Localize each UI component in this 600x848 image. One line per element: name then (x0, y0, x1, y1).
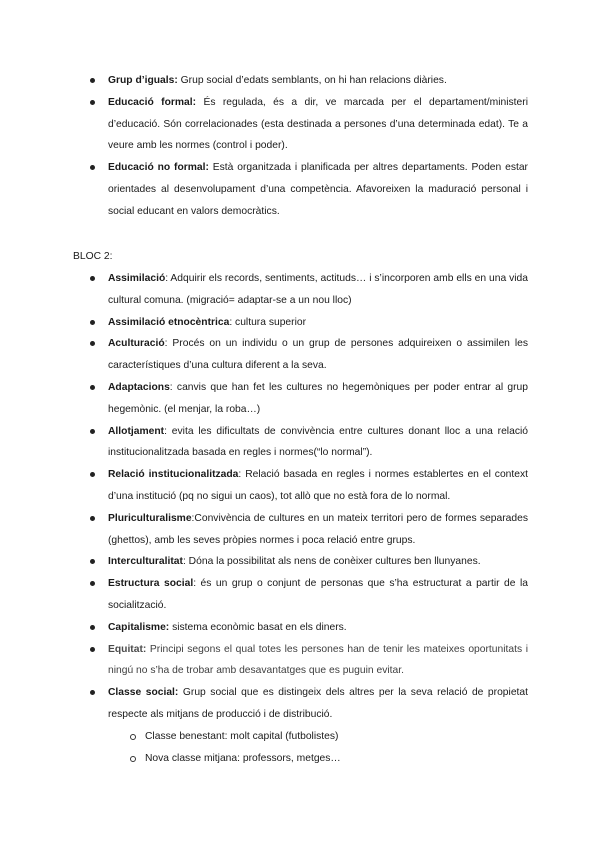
description: : evita les dificultats de convivència entre cultures donant lloc a una relació institucionalitzada basada en regles i normes(“lo normal”). (108, 425, 528, 459)
term: Educació no formal: (108, 162, 209, 174)
list-item-classe-social (108, 682, 528, 726)
description: Grup social que es distingeix dels altres per la seva relació de propietat respecte als mitjans de producció i de distribució. (108, 687, 528, 720)
list-item-grup-diguals (108, 70, 528, 92)
sub-item-text: Classe benestant: molt capital (futbolistes) (145, 730, 339, 742)
list-item-allotjament (108, 421, 528, 465)
term: Pluriculturalisme (108, 512, 192, 524)
list-item-pluriculturalisme (108, 508, 528, 552)
description: : canvis que han fet les cultures no hegemòniques per poder entrar al grup hegemònic. (el menjar, la roba…) (108, 381, 528, 415)
list-item-relacio-institucionalitzada (108, 464, 528, 508)
list-item-adaptacions (108, 377, 528, 421)
term: Grup d’iguals: (108, 75, 178, 86)
description: : Adquirir els records, sentiments, actituds… i s’incorporen amb ells en una vida cultural comuna. (migració= adaptar-se a un nou lloc) (108, 273, 528, 306)
description: : Procés on un individu o un grup de persones adquireixen o assimilen les característiques d’una cultura diferent a la seva. (108, 338, 528, 372)
bloc2-list (108, 268, 528, 769)
description: Principi segons el qual totes les persones han de tenir les mateixes oportunitats i ningú no s’ha de trobar amb desavantatges que es puguin evitar. (108, 643, 528, 677)
list-item-assimilacio (108, 268, 528, 312)
list-item-educacio-no-formal (108, 157, 528, 222)
description: : Relació basada en regles i normes establertes en el context d’una institució (pq no sigui un caos), tot allò que no està fora de lo normal. (108, 469, 529, 502)
term: Assimilació (108, 273, 166, 284)
description: És regulada, és a dir, ve marcada per el departament/ministeri d’educació. Són correlacionades (esta destinada a persones d’una determinada edat). Te a veure amb les normes (control i poder). (108, 96, 528, 152)
term: Equitat: (108, 643, 147, 655)
term: Aculturació (108, 338, 165, 350)
description: :Convivència de cultures en un mateix territori pero de formes separades (ghettos), amb les seves pròpies normes i poca relació entre grups. (108, 512, 528, 546)
term: Classe social: (108, 687, 179, 699)
list-item-educacio-formal (108, 92, 528, 157)
description: Grup social d’edats semblants, on hi han relacions diàries. (180, 75, 447, 86)
term: Interculturalitat (108, 556, 183, 568)
sub-item-nova-classe-mitjana (145, 748, 528, 770)
term: Relació institucionalitzada (108, 469, 239, 481)
section-heading-bloc2: BLOC 2: (73, 251, 113, 262)
term: Estructura social (108, 578, 194, 590)
sub-item-text: Nova classe mitjana: professors, metges… (145, 752, 341, 764)
sub-item-classe-benestant (145, 726, 528, 748)
description: sistema econòmic basat en els diners. (169, 621, 347, 633)
list-item-aculturacio (108, 333, 528, 377)
description: : Dóna la possibilitat als nens de conèixer cultures ben llunyanes. (182, 556, 481, 568)
description: : cultura superior (229, 316, 307, 328)
list-item-estructura-social (108, 573, 528, 617)
description: Està organitzada i planificada per altres departaments. Poden estar orientades al desenvolupament d’una competència. Afavoreixen la maduració personal i social educant en valors democràtics. (108, 162, 528, 217)
term: Assimilació etnocèntrica (108, 316, 230, 328)
list-item-interculturalitat (108, 551, 528, 573)
term: Capitalisme: (108, 621, 170, 633)
term: Educació formal: (108, 96, 197, 108)
list-item-assimilacio-etnocentrica (108, 312, 528, 334)
section1-list (108, 70, 528, 223)
list-item-capitalisme (108, 617, 528, 639)
term: Allotjament (108, 425, 165, 437)
list-item-equitat (108, 639, 528, 683)
description: : és un grup o conjunt de personas que s’ha estructurat a partir de la socialització. (108, 578, 528, 611)
term: Adaptacions (108, 381, 170, 393)
